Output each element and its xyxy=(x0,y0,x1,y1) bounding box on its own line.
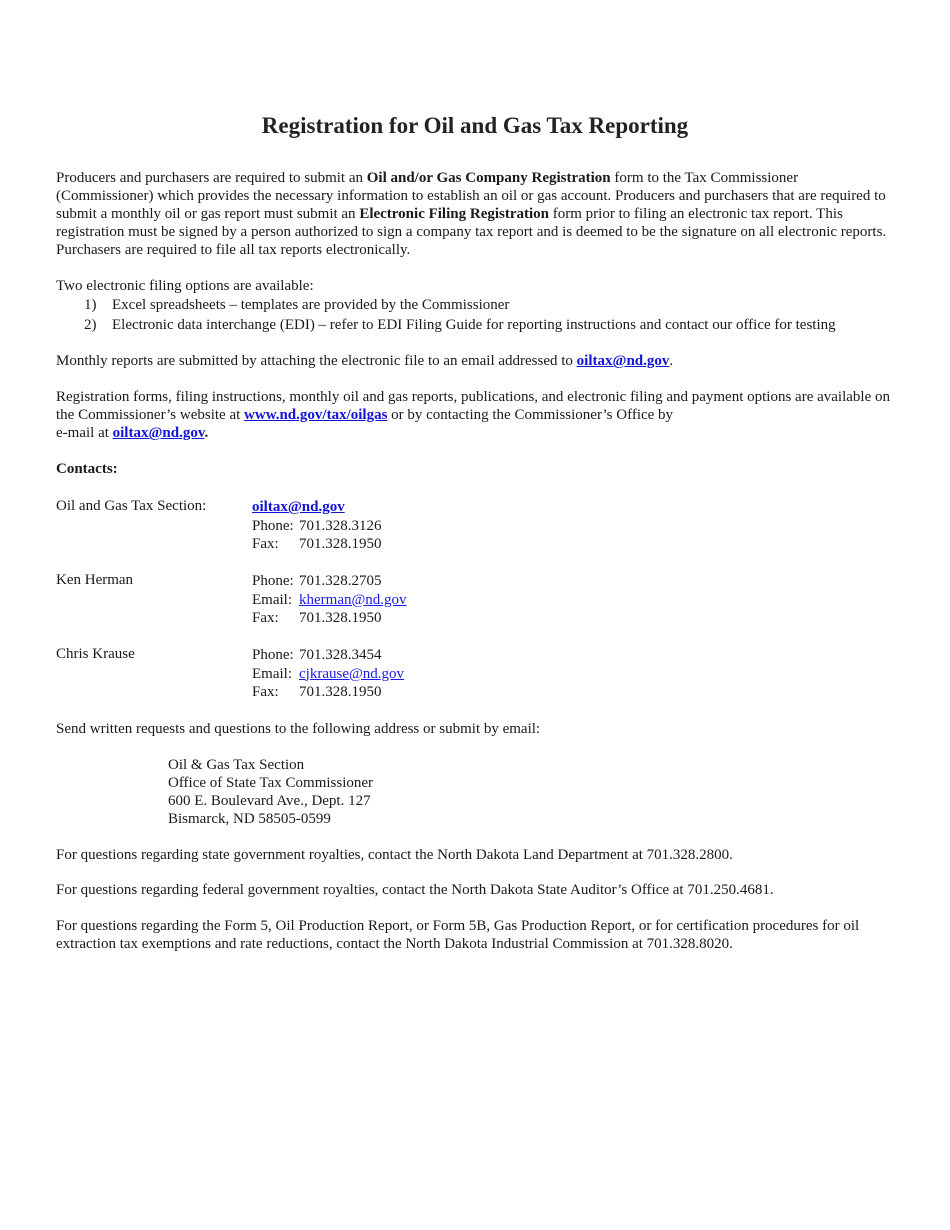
contact-details xyxy=(252,572,407,628)
contact-details xyxy=(252,498,382,554)
oiltax-email-link[interactable]: oiltax@nd.gov xyxy=(576,353,670,369)
send-written-paragraph xyxy=(56,720,891,738)
registration-text-1: Registration forms, filing instructions, monthly oil and gas reports, publications, and electronic filing and payment options are available on the Commissioner’s website at xyxy=(56,389,890,423)
address-line: 600 E. Boulevard Ave., Dept. 127 xyxy=(168,793,371,809)
mailing-address xyxy=(168,756,373,828)
email-label: Email: xyxy=(252,591,292,608)
registration-paragraph xyxy=(56,388,891,442)
phone-value: 701.328.3454 xyxy=(299,647,382,663)
state-royalties-text: For questions regarding state government royalties, contact the North Dakota Land Department at 701.328.2800. xyxy=(56,847,733,863)
send-written-text: Send written requests and questions to the following address or submit by email: xyxy=(56,721,541,737)
contact-email-link[interactable]: cjkrause@nd.gov xyxy=(299,665,405,682)
list-text: Excel spreadsheets – templates are provided by the Commissioner xyxy=(112,297,510,313)
options-intro-text: Two electronic filing options are available: xyxy=(56,278,314,294)
fax-value: 701.328.1950 xyxy=(299,684,382,701)
fax-label: Fax: xyxy=(252,536,279,553)
state-royalties-paragraph xyxy=(56,846,891,864)
intro-bold-electronic-filing: Electronic Filing Registration xyxy=(359,206,550,222)
form5-text: For questions regarding the Form 5, Oil Production Report, or Form 5B, Gas Production Report, or for certification procedures for oil extraction tax exemptions and rate reductions, contact the North Dakota Industrial Commission at 701.328.8020. xyxy=(56,918,860,952)
options-list xyxy=(56,296,896,336)
monthly-text: Monthly reports are submitted by attaching the electronic file to an email addressed to xyxy=(56,353,577,369)
list-item xyxy=(56,296,896,316)
contact-name: Ken Herman xyxy=(56,572,134,588)
federal-royalties-paragraph xyxy=(56,881,891,899)
address-line: Bismarck, ND 58505-0599 xyxy=(168,811,331,827)
intro-text-1: Producers and purchasers are required to submit an xyxy=(56,170,367,186)
list-item xyxy=(56,316,896,336)
contact-details xyxy=(252,646,404,702)
contacts-heading-text: Contacts: xyxy=(56,461,118,477)
page-title: Registration for Oil and Gas Tax Reporting xyxy=(261,113,689,138)
fax-value: 701.328.1950 xyxy=(299,536,382,553)
address-line: Oil & Gas Tax Section xyxy=(168,757,305,773)
monthly-end: . xyxy=(669,353,674,369)
list-number: 1) xyxy=(84,297,97,313)
phone-label: Phone: xyxy=(252,647,294,663)
fax-value: 701.328.1950 xyxy=(299,610,382,627)
phone-value: 701.328.2705 xyxy=(299,573,382,589)
website-link[interactable]: www.nd.gov/tax/oilgas xyxy=(244,407,388,423)
list-text: Electronic data interchange (EDI) – refer to EDI Filing Guide for reporting instructions and contact our office for testing xyxy=(112,317,836,333)
contact-name: Chris Krause xyxy=(56,646,135,662)
registration-text-3: e-mail at xyxy=(56,425,113,441)
contact-email-link[interactable]: kherman@nd.gov xyxy=(299,591,407,608)
registration-end: . xyxy=(204,425,209,441)
monthly-paragraph xyxy=(56,352,891,370)
phone-label: Phone: xyxy=(252,517,294,534)
federal-royalties-text: For questions regarding federal government royalties, contact the North Dakota State Auditor’s Office at 701.250.4681. xyxy=(56,882,774,898)
contacts-heading xyxy=(56,460,891,478)
contact-email-link[interactable]: oiltax@nd.gov xyxy=(252,499,345,515)
options-intro xyxy=(56,277,891,295)
oiltax-email-link-2[interactable]: oiltax@nd.gov xyxy=(112,425,205,441)
phone-label: Phone: xyxy=(252,573,294,589)
intro-text-3: form prior to filing an electronic tax report. This registration must be signed by a person authorized to sign a company tax report and is deemed to be the signature on all electronic reports. Purchasers are required to file all tax reports electronically. xyxy=(56,206,887,258)
phone-value: 701.328.3126 xyxy=(299,517,382,534)
intro-paragraph xyxy=(56,169,891,259)
intro-bold-company-registration: Oil and/or Gas Company Registration xyxy=(366,170,611,186)
registration-text-2: or by contacting the Commissioner’s Office by xyxy=(387,407,674,423)
fax-label: Fax: xyxy=(252,610,279,627)
address-line: Office of State Tax Commissioner xyxy=(168,775,374,791)
email-label: Email: xyxy=(252,665,292,682)
form5-paragraph xyxy=(56,917,891,953)
contact-name: Oil and Gas Tax Section: xyxy=(56,498,207,514)
list-number: 2) xyxy=(84,317,97,333)
intro-text-2: form to the Tax Commissioner (Commissioner) which provides the necessary information to establish an oil or gas account. Producers and purchasers that are required to submit a monthly oil or gas report must submit an xyxy=(56,170,886,222)
fax-label: Fax: xyxy=(252,684,279,701)
